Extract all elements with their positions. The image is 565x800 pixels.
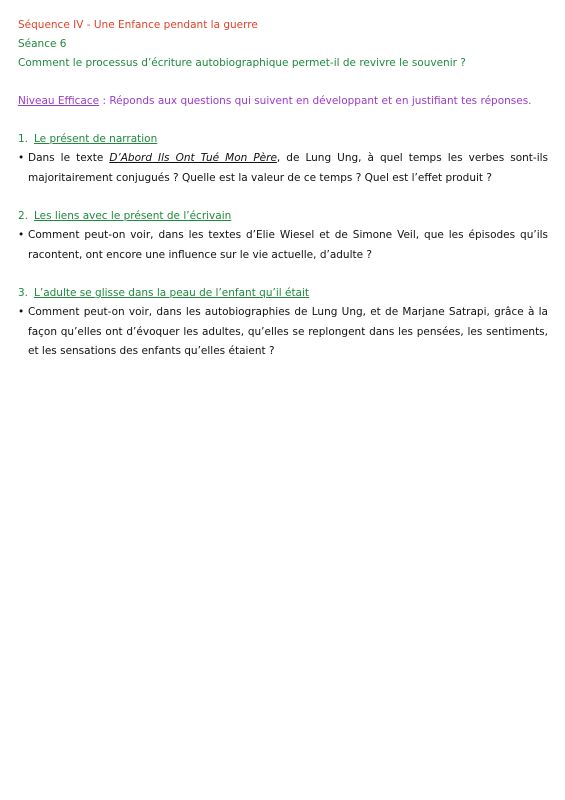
section-heading	[18, 207, 548, 226]
section-number: 3.	[18, 287, 29, 299]
section-heading	[18, 130, 548, 149]
problematique: Comment le processus d’écriture autobiographique permet-il de revivre le souvenir ?	[18, 57, 466, 69]
niveau-instruction	[18, 92, 548, 111]
question-item	[18, 149, 548, 188]
question-text: Comment peut-on voir, dans les textes d’Elie Wiesel et de Simone Veil, que les épisodes qu’ils racontent, ont encore une influence sur le vie actuelle, d’adulte ?	[28, 229, 548, 261]
question-text-start: Dans le texte	[28, 152, 110, 164]
section-title: Le présent de narration	[34, 133, 158, 145]
section-number: 1.	[18, 133, 29, 145]
sequence-title: Séquence IV - Une Enfance pendant la guerre	[18, 19, 258, 31]
bullet-icon: •	[18, 229, 25, 241]
section-title: L’adulte se glisse dans la peau de l’enfant qu’il était	[34, 287, 310, 299]
niveau-text: : Réponds aux questions qui suivent en développant et en justifiant tes réponses.	[99, 95, 532, 107]
section-3	[18, 284, 548, 362]
section-heading	[18, 284, 548, 303]
niveau-label: Niveau Efficace	[18, 95, 100, 107]
question-item	[18, 303, 548, 362]
section-number: 2.	[18, 210, 29, 222]
bullet-icon: •	[18, 152, 25, 164]
section-title: Les liens avec le présent de l’écrivain	[34, 210, 232, 222]
book-title: D’Abord Ils Ont Tué Mon Père	[109, 152, 277, 164]
question-item	[18, 226, 548, 265]
section-1	[18, 130, 548, 188]
seance-title: Séance 6	[18, 38, 67, 50]
question-text-end: , de Lung Ung, à quel temps les verbes sont-ils majoritairement conjugués ? Quelle est la valeur de ce temps ? Quel est l’effet produit ?	[28, 152, 548, 184]
document-page	[18, 16, 548, 362]
section-2	[18, 207, 548, 265]
question-text: Comment peut-on voir, dans les autobiographies de Lung Ung, et de Marjane Satrapi, grâce à la façon qu’elles ont d’évoquer les adultes, qu’elles se replongent dans les pensées, les sentiments, et les sensations des enfants qu’elles étaient ?	[28, 306, 548, 357]
bullet-icon: •	[18, 306, 25, 318]
